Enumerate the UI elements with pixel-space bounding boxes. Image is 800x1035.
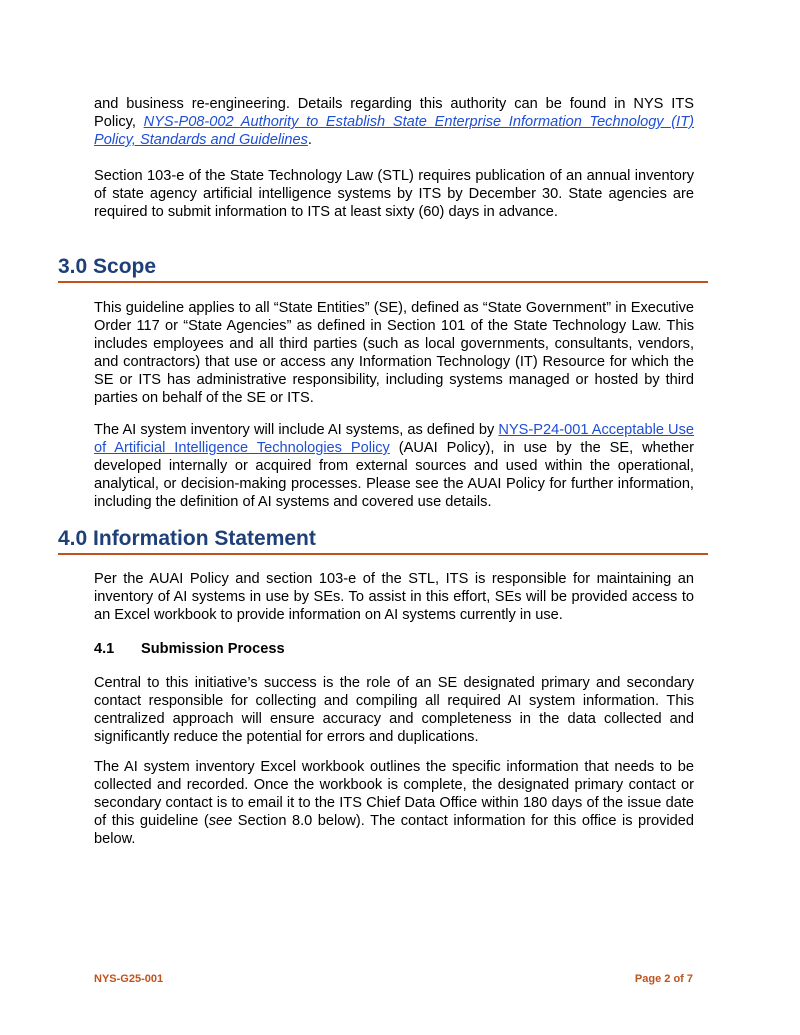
- info-text-a: The AI system inventory Excel workbook outlines the specific information that needs to be collected and recorded. Once the workbook is complete, the designated primary contact or secondary contact is to email it to the ITS Chief Data Office within 180 days of the issue date of this guideline (: [94, 759, 694, 829]
- policy-link-p08-002[interactable]: NYS-P08-002 Authority to Establish State Enterprise Information Technology (IT) Policy, Standards and Guidelines: [94, 114, 694, 148]
- section-heading-information-statement: 4.0 Information Statement: [58, 526, 708, 555]
- intro-paragraph-2: Section 103-e of the State Technology Law (STL) requires publication of an annual inventory of state agency artificial intelligence systems by ITS by December 30. State agencies are required to submit information to ITS at least sixty (60) days in advance.: [94, 168, 694, 220]
- intro-paragraph-1: [94, 95, 694, 149]
- info-paragraph-1: Per the AUAI Policy and section 103-e of the STL, ITS is responsible for maintaining an inventory of AI systems in use by SEs. To assist in this effort, SEs will be provided access to an Excel workbook to provide information on AI systems currently in use.: [94, 571, 694, 623]
- footer-page-number: Page 2 of 7: [634, 973, 693, 985]
- subsection-heading-submission-process: [94, 640, 285, 658]
- scope-text-a: The AI system inventory will include AI systems, as defined by: [94, 422, 499, 438]
- subsection-number: 4.1: [94, 641, 115, 657]
- scope-paragraph-1: This guideline applies to all “State Entities” (SE), defined as “State Government” in Executive Order 117 or “State Agencies” as defined in Section 101 of the State Technology Law. This includes employees and all third parties (such as local governments, consultants, vendors, and contractors) that use or access any Information Technology (IT) Resource for which the SE or ITS has administrative responsibility, including systems managed or hosted by third parties on behalf of the SE or ITS.: [94, 300, 694, 406]
- subsection-title: Submission Process: [141, 641, 285, 657]
- scope-text-b: (AUAI Policy), in use by the SE, whether developed internally or acquired from external sources and used within the operational, analytical, or decision-making processes. Please see the AUAI Policy for further information, including the definition of AI systems and covered use details.: [94, 440, 694, 510]
- footer-doc-id: NYS-G25-001: [94, 973, 164, 985]
- info-text-b: Section 8.0 below). The contact information for this office is provided below.: [94, 813, 694, 847]
- scope-paragraph-2: [94, 421, 694, 511]
- intro-text-b: .: [307, 132, 312, 148]
- info-text-see: see: [208, 813, 233, 829]
- info-paragraph-3: [94, 758, 694, 848]
- info-paragraph-2: Central to this initiative’s success is the role of an SE designated primary and secondary contact responsible for collecting and compiling all required AI system information. This centralized approach will ensure accuracy and completeness in the data collected and significantly reduce the potential for errors and duplications.: [94, 675, 694, 745]
- policy-link-p24-001[interactable]: NYS-P24-001 Acceptable Use of Artificial Intelligence Technologies Policy: [94, 422, 694, 456]
- intro-text-a: and business re-engineering. Details regarding this authority can be found in NYS ITS Policy,: [94, 96, 694, 130]
- section-heading-scope: 3.0 Scope: [58, 254, 708, 283]
